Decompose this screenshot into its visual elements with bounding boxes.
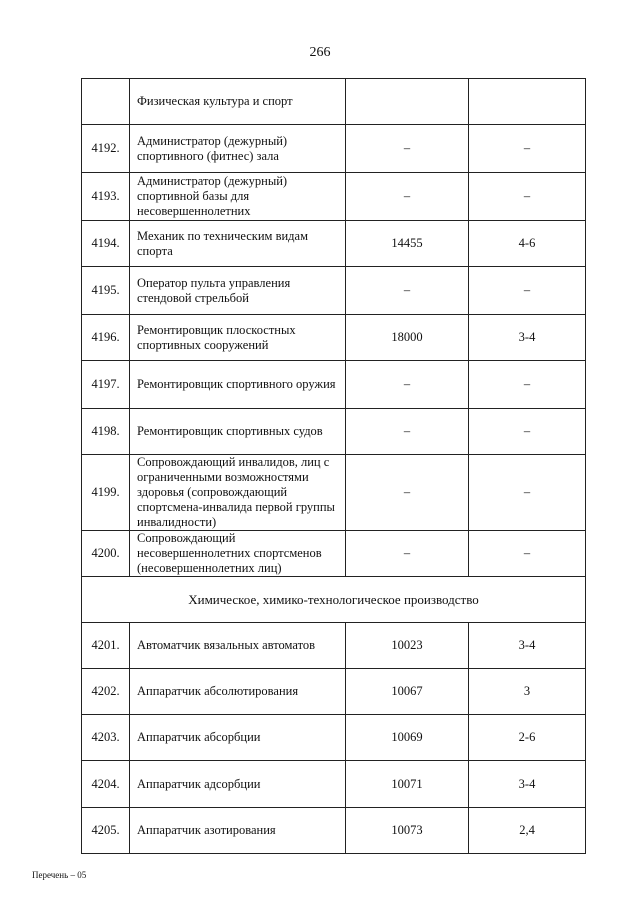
occupation-table — [81, 78, 586, 854]
table-row — [82, 808, 586, 854]
occupation-name: Ремонтировщик спортивных судов — [130, 409, 346, 455]
grade-range: 3-4 — [469, 315, 586, 361]
occupation-name: Аппаратчик абсолютирования — [130, 669, 346, 715]
row-number: 4195. — [82, 267, 130, 315]
occupation-name: Администратор (дежурный) спортивного (фитнес) зала — [130, 125, 346, 173]
grade-range: – — [469, 361, 586, 409]
occupation-name: Администратор (дежурный) спортивной базы для несовершеннолетних — [130, 173, 346, 221]
row-number: 4197. — [82, 361, 130, 409]
occupation-name: Оператор пульта управления стендовой стрельбой — [130, 267, 346, 315]
footer-label: Перечень – 05 — [32, 870, 87, 880]
grade-range: – — [469, 409, 586, 455]
page-number: 266 — [309, 45, 331, 60]
occupation-code: 10069 — [346, 715, 469, 761]
row-number: 4203. — [82, 715, 130, 761]
row-number: 4205. — [82, 808, 130, 854]
occupation-code: 10071 — [346, 761, 469, 808]
grade-range: 2-6 — [469, 715, 586, 761]
table-row — [82, 531, 586, 577]
table-row — [82, 361, 586, 409]
table-row — [82, 761, 586, 808]
row-number: 4204. — [82, 761, 130, 808]
empty-cell — [469, 79, 586, 125]
table-row — [82, 715, 586, 761]
occupation-name: Аппаратчик абсорбции — [130, 715, 346, 761]
table-row — [82, 455, 586, 531]
row-number: 4194. — [82, 221, 130, 267]
row-number: 4193. — [82, 173, 130, 221]
occupation-code: 14455 — [346, 221, 469, 267]
occupation-code: 10067 — [346, 669, 469, 715]
grade-range: – — [469, 267, 586, 315]
grade-range: – — [469, 125, 586, 173]
occupation-code: – — [346, 409, 469, 455]
empty-cell — [346, 79, 469, 125]
occupation-name: Механик по техническим видам спорта — [130, 221, 346, 267]
section-title: Химическое, химико-технологическое производство — [82, 577, 586, 623]
occupation-code: 18000 — [346, 315, 469, 361]
grade-range: 3 — [469, 669, 586, 715]
occupation-name: Аппаратчик азотирования — [130, 808, 346, 854]
row-number: 4196. — [82, 315, 130, 361]
table-row — [82, 267, 586, 315]
row-number: 4192. — [82, 125, 130, 173]
occupation-code: – — [346, 267, 469, 315]
table-row — [82, 409, 586, 455]
occupation-code: – — [346, 361, 469, 409]
table-row — [82, 125, 586, 173]
occupation-name: Аппаратчик адсорбции — [130, 761, 346, 808]
row-number: 4199. — [82, 455, 130, 531]
occupation-name: Сопровождающий инвалидов, лиц с ограниченными возможностями здоровья (сопровождающий спортсмена-инвалида первой группы инвалидности) — [130, 455, 346, 531]
occupation-code: 10073 — [346, 808, 469, 854]
row-number: 4198. — [82, 409, 130, 455]
table-row — [82, 623, 586, 669]
grade-range: – — [469, 531, 586, 577]
occupation-code: – — [346, 173, 469, 221]
empty-cell — [82, 79, 130, 125]
occupation-name: Ремонтировщик плоскостных спортивных сооружений — [130, 315, 346, 361]
grade-range: 4-6 — [469, 221, 586, 267]
row-number: 4200. — [82, 531, 130, 577]
occupation-code: – — [346, 125, 469, 173]
occupation-name: Автоматчик вязальных автоматов — [130, 623, 346, 669]
occupation-code: – — [346, 531, 469, 577]
table-row — [82, 669, 586, 715]
occupation-name: Сопровождающий несовершеннолетних спортсменов (несовершеннолетних лиц) — [130, 531, 346, 577]
row-number: 4201. — [82, 623, 130, 669]
table-row — [82, 221, 586, 267]
section-header-row — [82, 577, 586, 623]
grade-range: – — [469, 173, 586, 221]
grade-range: 3-4 — [469, 761, 586, 808]
table-row — [82, 173, 586, 221]
grade-range: – — [469, 455, 586, 531]
occupation-name: Ремонтировщик спортивного оружия — [130, 361, 346, 409]
table-row — [82, 315, 586, 361]
section-title: Физическая культура и спорт — [130, 79, 346, 125]
row-number: 4202. — [82, 669, 130, 715]
occupation-code: 10023 — [346, 623, 469, 669]
occupation-code: – — [346, 455, 469, 531]
grade-range: 2,4 — [469, 808, 586, 854]
section-header-row — [82, 79, 586, 125]
grade-range: 3-4 — [469, 623, 586, 669]
